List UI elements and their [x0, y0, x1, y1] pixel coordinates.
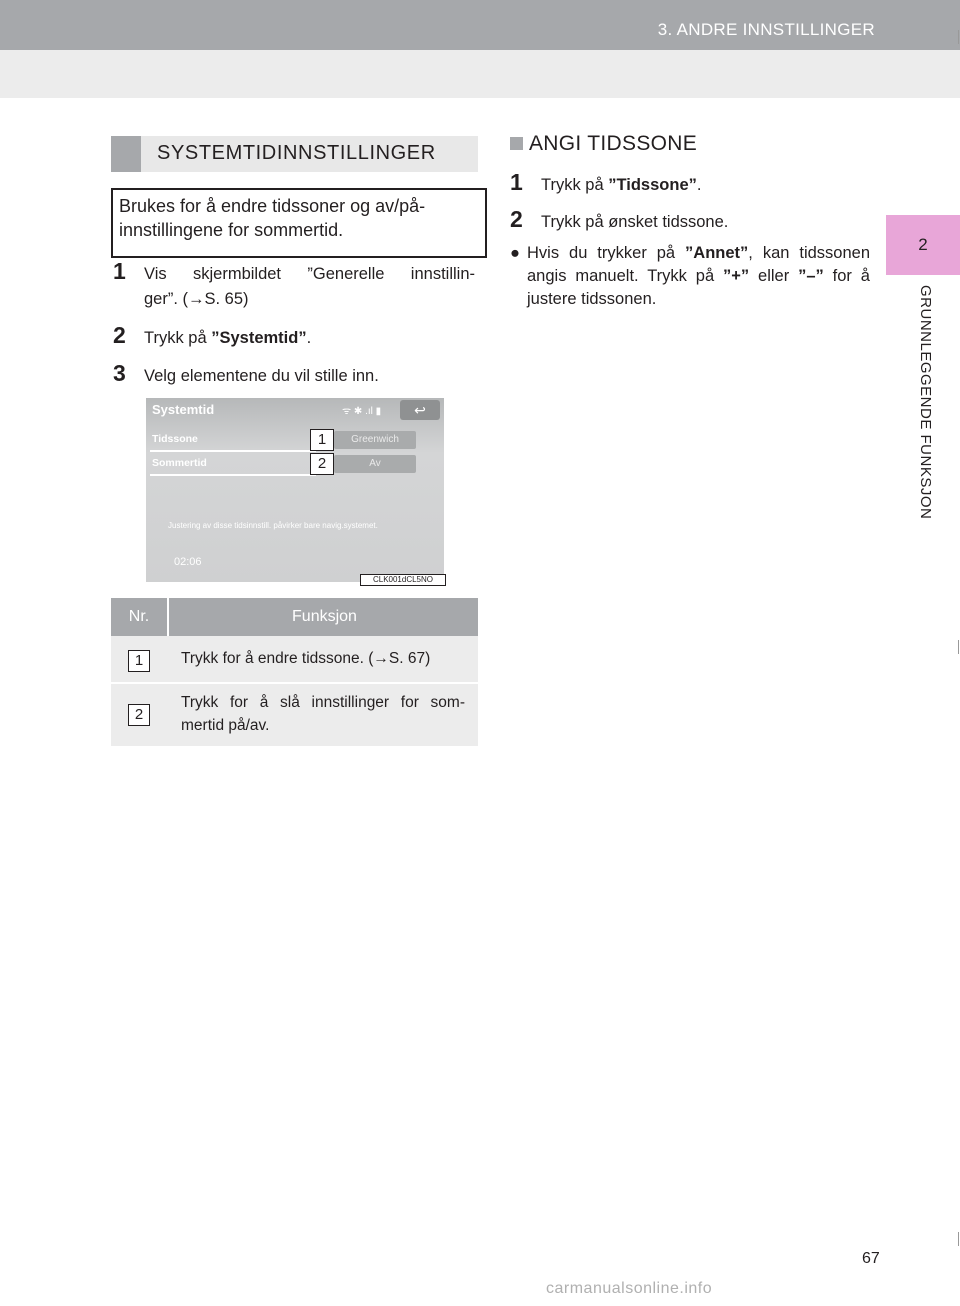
status-icons: ᯤ ✱ .ıl ▮ [342, 406, 382, 417]
tidssone-row[interactable] [150, 432, 316, 452]
chapter-number-tab: 2 [886, 215, 960, 275]
crop-mark [958, 30, 959, 44]
callout-1: 1 [310, 429, 334, 451]
chapter-label-text: GRUNNLEGGENDE FUNKSJON [917, 285, 934, 520]
sommertid-row[interactable] [150, 456, 316, 476]
right-heading [510, 132, 697, 156]
header-title: 3. ANDRE INNSTILLINGER [657, 20, 875, 39]
bullet-text: Hvis du trykker på ”Annet”, kan tidssonen angis manuelt. Trykk på ”+” eller ”–” for å justere tidssonen. [527, 244, 870, 308]
step-text: Velg elementene du vil stille inn. [144, 367, 379, 385]
section-heading [111, 136, 478, 172]
step-number: 1 [113, 258, 126, 284]
row-number: 1 [128, 650, 150, 672]
step-text: Trykk på ”Systemtid”. [144, 329, 312, 347]
step-text: ger”. (→S. 65) [144, 290, 249, 308]
page-number: 67 [862, 1250, 880, 1267]
intro-line: innstillingene for sommertid. [119, 220, 344, 240]
tidssone-label: Tidssone [152, 433, 198, 445]
figure-code: CLK001dCL5NO [360, 574, 446, 586]
heading-marker [510, 137, 523, 150]
bullet-dot: ● [510, 244, 520, 262]
step-2 [113, 322, 475, 351]
row-desc: mertid på/av. [181, 717, 270, 734]
back-button[interactable]: ↩ [400, 400, 440, 420]
screen-title: Systemtid [152, 402, 215, 417]
step-number: 2 [113, 322, 126, 348]
crop-mark [958, 1232, 959, 1246]
sommertid-label: Sommertid [152, 457, 207, 469]
screen-note: Justering av disse tidsinnstill. påvirker bare navig.systemet. [168, 521, 378, 530]
section-heading-text: SYSTEMTIDINNSTILLINGER [157, 142, 436, 164]
col-funksjon: Funksjon [167, 598, 480, 636]
watermark: carmanualsonline.info [546, 1280, 713, 1297]
heading-marker [111, 136, 141, 172]
chapter-label [886, 285, 960, 585]
screen-clock: 02:06 [174, 556, 202, 568]
step-1 [113, 258, 475, 312]
step-number: 3 [113, 360, 126, 386]
row-desc: Trykk for å slå innstillinger for som- [181, 694, 465, 711]
step-number: 2 [510, 206, 523, 232]
row-number: 2 [128, 704, 150, 726]
greenwich-button[interactable]: Greenwich [334, 431, 416, 449]
crop-mark [958, 640, 959, 654]
header-bar [0, 0, 960, 50]
callout-2: 2 [310, 453, 334, 475]
header-band [0, 50, 960, 98]
step-3 [113, 360, 475, 389]
right-step-2 [510, 206, 870, 235]
table-header [111, 598, 478, 636]
right-step-1 [510, 169, 870, 198]
table-row [111, 684, 478, 746]
intro-box [111, 188, 487, 258]
note-bullet [510, 242, 870, 311]
av-button[interactable]: Av [334, 455, 416, 473]
intro-line: Brukes for å endre tidssoner og av/på- [119, 196, 426, 216]
step-number: 1 [510, 169, 523, 195]
step-text: Trykk på ”Tidssone”. [541, 176, 702, 194]
row-desc: Trykk for å endre tidssone. (→S. 67) [181, 650, 431, 667]
step-text: Vis skjermbildet ”Generelle innstillin- [144, 265, 475, 283]
step-text: Trykk på ønsket tidssone. [541, 213, 729, 231]
screen-illustration [146, 398, 444, 582]
col-nr: Nr. [128, 608, 150, 625]
right-heading-text: ANGI TIDSSONE [529, 132, 698, 155]
table-row [111, 636, 478, 682]
